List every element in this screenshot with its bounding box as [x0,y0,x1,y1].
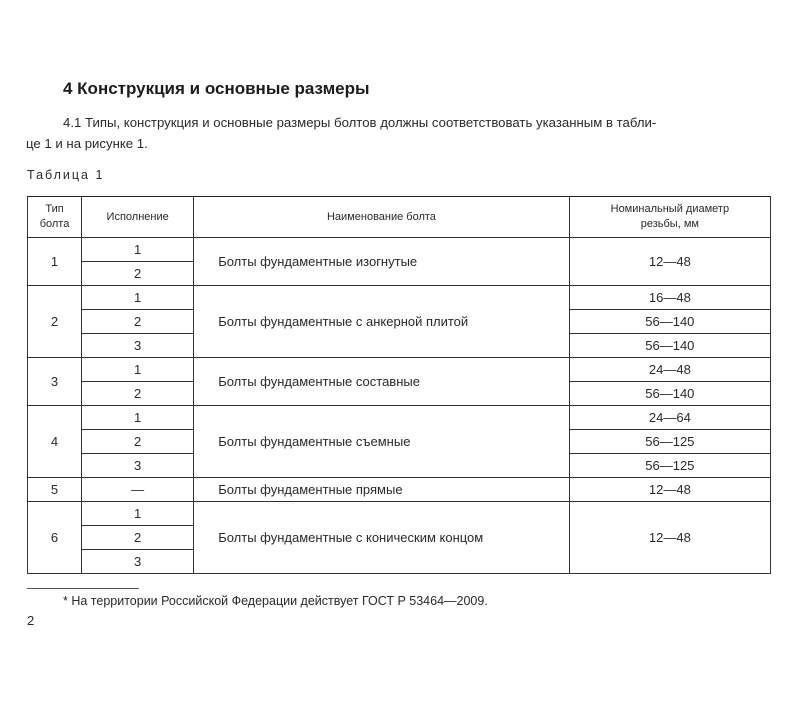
cell-execution: 2 [82,382,194,406]
paragraph-line-1: 4.1 Типы, конструкция и основные размеры болтов должны соответствовать указанным в табли- [63,115,657,130]
header-type-line1: Тип [45,203,64,215]
table-row [28,406,771,430]
header-diameter [569,197,770,238]
cell-execution: 2 [82,262,194,286]
footnote: * На территории Российской Федерации действует ГОСТ Р 53464—2009. [63,594,488,608]
cell-diameter: 12—48 [569,478,770,502]
cell-diameter: 56—140 [569,382,770,406]
cell-diameter: 56—140 [569,310,770,334]
header-diameter-line1: Номинальный диаметр [610,203,730,215]
cell-diameter: 56—125 [569,430,770,454]
section-heading: 4 Конструкция и основные размеры [63,79,370,98]
cell-name: Болты фундаментные с анкерной плитой [194,286,570,358]
cell-type: 1 [28,238,82,286]
cell-execution: 3 [82,334,194,358]
cell-execution: 1 [82,502,194,526]
cell-name: Болты фундаментные прямые [194,478,570,502]
section-paragraph [26,112,773,154]
cell-type: 6 [28,502,82,574]
header-type [28,197,82,238]
table-caption: Таблица 1 [27,168,105,182]
cell-diameter: 12—48 [569,502,770,574]
cell-execution: 2 [82,310,194,334]
cell-type: 5 [28,478,82,502]
page-number: 2 [27,613,35,628]
cell-execution: 3 [82,550,194,574]
cell-execution: — [82,478,194,502]
header-type-line2: болта [39,218,70,230]
cell-execution: 1 [82,358,194,382]
bolt-types-table [27,196,771,574]
cell-type: 4 [28,406,82,478]
cell-diameter: 16—48 [569,286,770,310]
cell-name: Болты фундаментные изогнутые [194,238,570,286]
header-diameter-line2: резьбы, мм [640,218,699,230]
cell-diameter: 56—125 [569,454,770,478]
cell-name: Болты фундаментные составные [194,358,570,406]
table-row [28,478,771,502]
table-row [28,286,771,310]
cell-execution: 2 [82,526,194,550]
cell-name: Болты фундаментные с коническим концом [194,502,570,574]
cell-name: Болты фундаментные съемные [194,406,570,478]
footnote-divider [27,588,139,589]
cell-diameter: 24—64 [569,406,770,430]
paragraph-line-2: це 1 и на рисунке 1. [26,136,148,151]
table-row [28,238,771,262]
cell-diameter: 12—48 [569,238,770,286]
cell-execution: 3 [82,454,194,478]
cell-execution: 1 [82,238,194,262]
table-row [28,502,771,526]
table-header-row [28,197,771,238]
cell-execution: 1 [82,406,194,430]
cell-execution: 1 [82,286,194,310]
cell-diameter: 24—48 [569,358,770,382]
cell-diameter: 56—140 [569,334,770,358]
header-execution: Исполнение [82,197,194,238]
cell-type: 2 [28,286,82,358]
header-name: Наименование болта [194,197,570,238]
cell-execution: 2 [82,430,194,454]
cell-type: 3 [28,358,82,406]
table-row [28,358,771,382]
